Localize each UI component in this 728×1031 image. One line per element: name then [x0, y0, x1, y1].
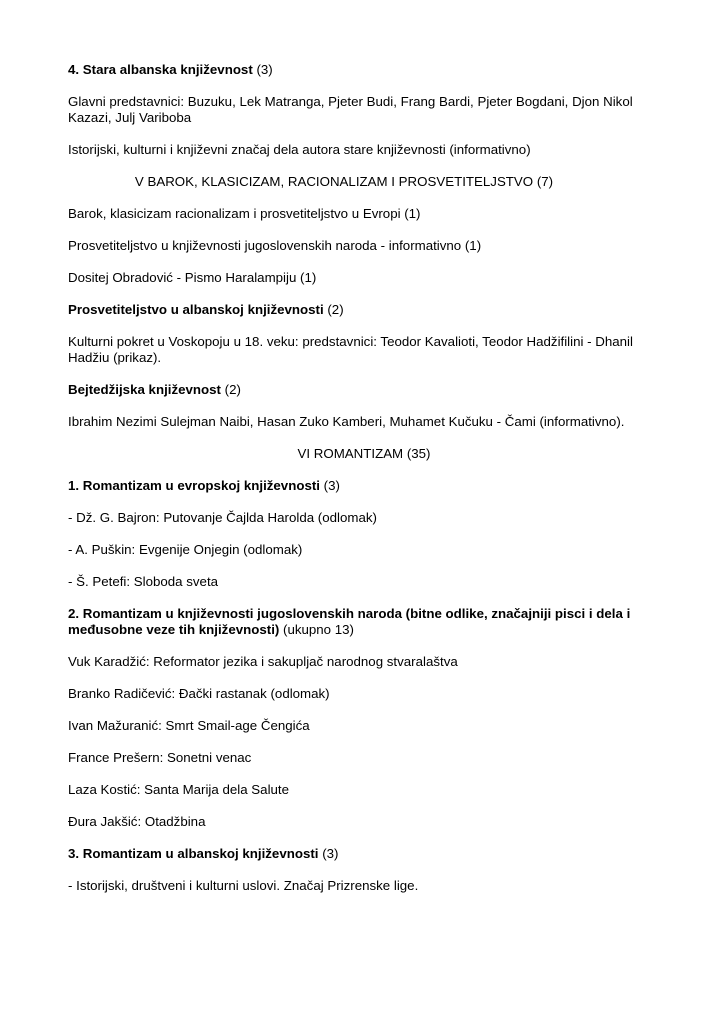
chapter-heading: VI ROMANTIZAM (35): [297, 446, 431, 461]
list-item: Laza Kostić: Santa Marija dela Salute: [68, 782, 290, 797]
document-page: [68, 62, 660, 910]
list-item: - Istorijski, društveni i kulturni uslovi. Značaj Prizrenske lige.: [68, 878, 419, 893]
list-item: Branko Radičević: Đački rastanak (odlomak): [68, 686, 330, 701]
paragraph: Barok, klasicizam racionalizam i prosvetiteljstvo u Evropi (1): [68, 206, 421, 221]
list-item: - A. Puškin: Evgenije Onjegin (odlomak): [68, 542, 303, 557]
section-heading: Bejtedžijska književnost (2): [68, 382, 241, 397]
paragraph: Glavni predstavnici: Buzuku, Lek Matranga, Pjeter Budi, Frang Bardi, Pjeter Bogdani, Djon Nikol Kazazi, Julj Variboba: [68, 94, 633, 125]
paragraph: Ibrahim Nezimi Sulejman Naibi, Hasan Zuko Kamberi, Muhamet Kučuku - Čami (informativno).: [68, 414, 625, 429]
section-heading: 2. Romantizam u književnosti jugoslovenskih naroda (bitne odlike, značajniji pisci i dela i međusobne veze tih književnosti) (ukupno 13): [68, 606, 631, 637]
paragraph: Dositej Obradović - Pismo Haralampiju (1): [68, 270, 317, 285]
chapter-heading: V BAROK, KLASICIZAM, RACIONALIZAM I PROSVETITELJSTVO (7): [134, 174, 554, 189]
paragraph: Istorijski, kulturni i književni značaj dela autora stare književnosti (informativno): [68, 142, 531, 157]
list-item: - Dž. G. Bajron: Putovanje Čajlda Harolda (odlomak): [68, 510, 377, 525]
section-heading: 1. Romantizam u evropskoj književnosti (3): [68, 478, 340, 493]
section-heading: 3. Romantizam u albanskoj književnosti (3): [68, 846, 339, 861]
list-item: France Prešern: Sonetni venac: [68, 750, 252, 765]
paragraph: Kulturni pokret u Voskopoju u 18. veku: predstavnici: Teodor Kavalioti, Teodor Hadžifilini - Dhanil Hadžiu (prikaz).: [68, 334, 633, 365]
list-item: Ivan Mažuranić: Smrt Smail-age Čengića: [68, 718, 310, 733]
list-item: Vuk Karadžić: Reformator jezika i sakupljač narodnog stvaralaštva: [68, 654, 458, 669]
section-heading: 4. Stara albanska književnost (3): [68, 62, 273, 77]
section-heading: Prosvetiteljstvo u albanskoj književnosti (2): [68, 302, 344, 317]
list-item: Đura Jakšić: Otadžbina: [68, 814, 206, 829]
list-item: - Š. Petefi: Sloboda sveta: [68, 574, 219, 589]
paragraph: Prosvetiteljstvo u književnosti jugoslovenskih naroda - informativno (1): [68, 238, 482, 253]
